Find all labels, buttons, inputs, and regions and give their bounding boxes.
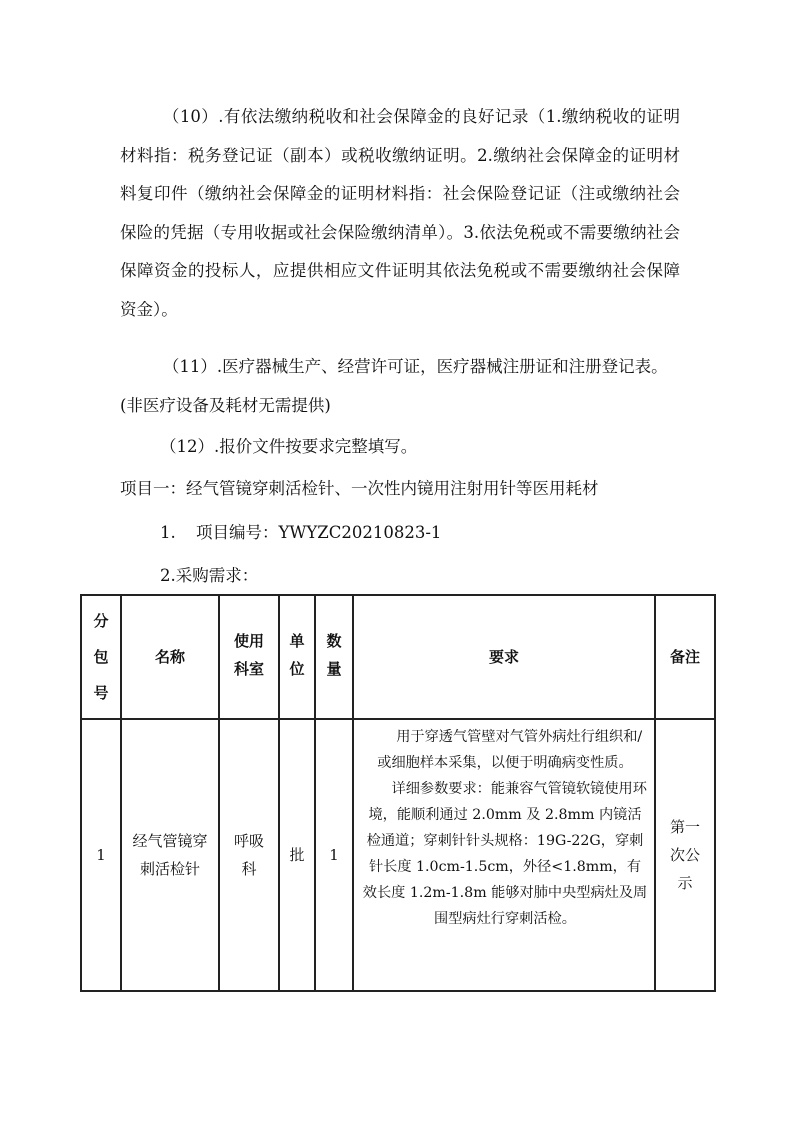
cell-remarks: 第一次公示 <box>655 719 715 991</box>
project-number: 项目编号：YWYZC20210823-1 <box>196 523 442 542</box>
requirements-table <box>80 594 716 992</box>
project-title: 项目一：经气管镜穿刺活检针、一次性内镜用注射用针等医用耗材 <box>120 479 599 498</box>
header-department: 使用科室 <box>219 595 279 719</box>
requirement-parameters: 详细参数要求：能兼容气管镜软镜使用环境，能顺利通过 2.0mm 及 2.8mm 内镜活检通道；穿刺针针头规格：19G-22G，穿刺针长度 1.0cm-1.5cm，外径<1.8mm，有效长度 1.2m-1.8m 能够对肺中央型病灶及周围型病灶行穿刺活检。 <box>362 781 648 927</box>
procurement-requirements-heading: 2.采购需求： <box>160 566 259 585</box>
cell-quantity: 1 <box>315 719 353 991</box>
table-row <box>81 719 715 991</box>
header-quantity: 数量 <box>315 595 353 719</box>
cell-package: 1 <box>81 719 121 991</box>
table-header-row <box>81 595 715 719</box>
paragraph-11: （11）.医疗器械生产、经营许可证，医疗器械注册证和注册登记表。(非医疗设备及耗材无需提供) <box>120 357 668 415</box>
requirement-purpose: 用于穿透气管壁对气管外病灶行组织和/或细胞样本采集，以便于明确病变性质。 <box>377 729 643 771</box>
header-name: 名称 <box>121 595 219 719</box>
cell-department: 呼吸科 <box>219 719 279 991</box>
paragraph-10: （10）.有依法缴纳税收和社会保障金的良好记录（1.缴纳税收的证明材料指：税务登记证（副本）或税收缴纳证明。2.缴纳社会保障金的证明材料复印件（缴纳社会保障金的证明材料指：社会保险登记证（注或缴纳社会保险的凭据（专用收据或社会保险缴纳清单）。3.依法免税或不需要缴纳社会保障资金的投标人，应提供相应文件证明其依法免税或不需要缴纳社会保障资金）。 <box>120 107 680 319</box>
paragraph-12: （12）.报价文件按要求完整填写。 <box>160 437 418 456</box>
cell-requirements <box>353 719 655 991</box>
cell-name: 经气管镜穿刺活检针 <box>121 719 219 991</box>
project-number-index: 1. <box>160 523 176 542</box>
header-requirements: 要求 <box>353 595 655 719</box>
header-package: 分包号 <box>81 595 121 719</box>
header-unit: 单位 <box>279 595 315 719</box>
cell-unit: 批 <box>279 719 315 991</box>
header-remarks: 备注 <box>655 595 715 719</box>
